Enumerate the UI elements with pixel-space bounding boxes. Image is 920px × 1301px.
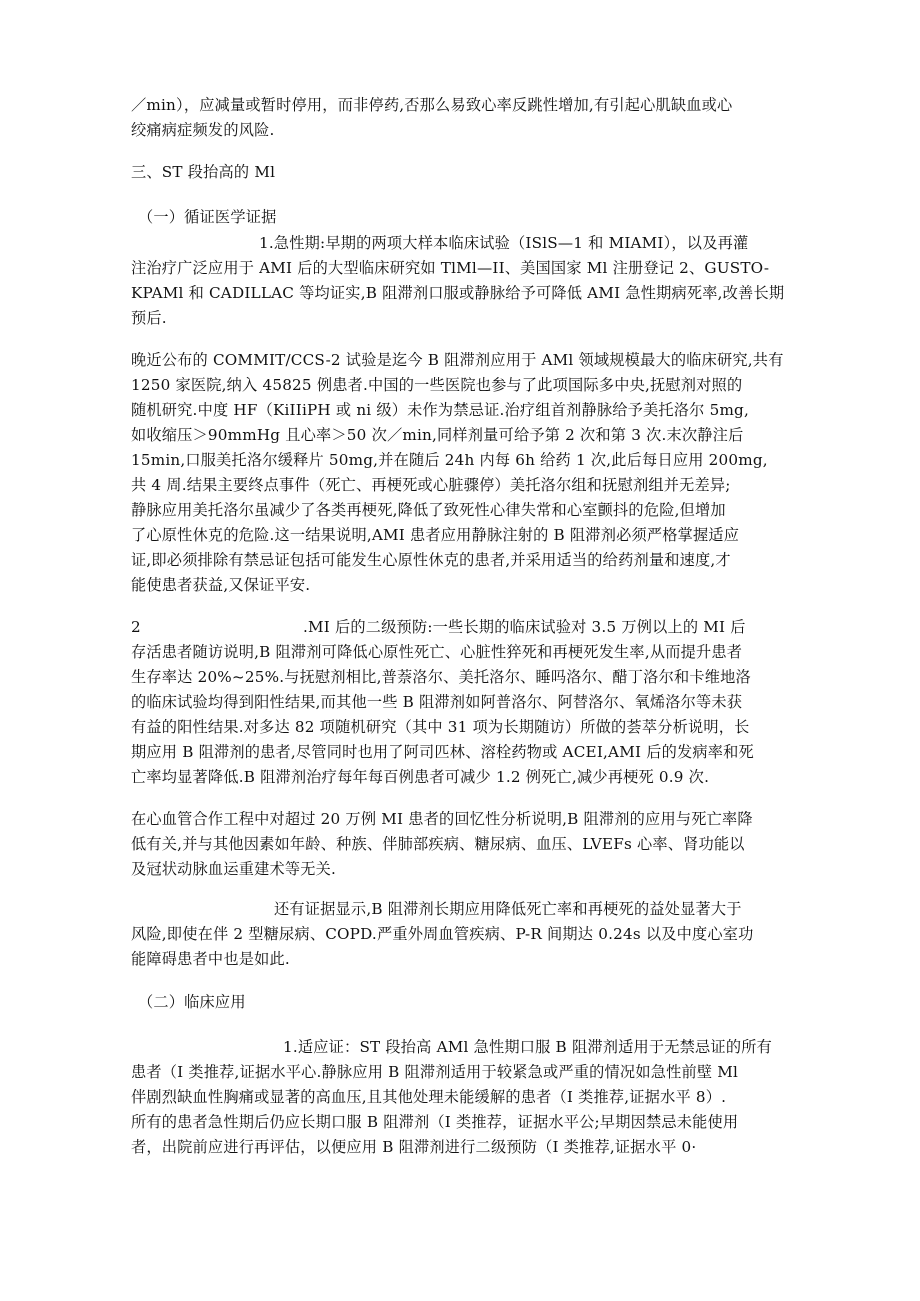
text-line: 风险,即使在伴 2 型糖尿病、COPD.严重外周血管疾病、P-R 间期达 0.24s 以及中度心室功 <box>131 925 754 943</box>
text-line: 患者（I 类推荐,证据水平心.静脉应用 B 阻滞剂适用于较紧急或严重的情况如急性前壁 Ml <box>131 1063 739 1081</box>
text-line: 共 4 周.结果主要终点事件（死亡、再梗死或心脏骤停）美托洛尔组和抚慰剂组并无差异; <box>131 476 731 494</box>
text-line: .MI 后的二级预防:一些长期的临床试验对 3.5 万例以上的 MI 后 <box>303 618 746 636</box>
text-line: 15min,口服美托洛尔缓释片 50mg,并在随后 24h 内每 6h 给药 1 次,此后每日应用 200mg, <box>131 451 768 469</box>
text-line: 亡率均显著降低.B 阻滞剂治疗每年每百例患者可减少 1.2 例死亡,减少再梗死 0.9 次. <box>131 768 710 786</box>
subsection-heading: （二）临床应用 <box>138 993 246 1011</box>
text-line: ／min），应减量或暂时停用，而非停药,否那么易致心率反跳性增加,有引起心肌缺血或心 <box>131 96 733 114</box>
text-line: 1.适应证：ST 段抬高 AMl 急性期口服 B 阻滞剂适用于无禁忌证的所有 <box>283 1038 772 1056</box>
text-line: 如收缩压＞90mmHg 且心率＞50 次／min,同样剂量可给予第 2 次和第 3 次.末次静注后 <box>131 426 744 444</box>
text-line: 伴剧烈缺血性胸痛或显著的高血压,且其他处理未能缓解的患者（I 类推荐,证据水平 8）. <box>131 1088 727 1106</box>
text-line: 有益的阳性结果.对多达 82 项随机研究（其中 31 项为长期随访）所做的荟萃分析说明，长 <box>131 718 750 736</box>
text-line: 及冠状动脉血运重建术等无关. <box>131 860 337 878</box>
text-line: 注治疗广泛应用于 AMI 后的大型临床研究如 TlMl—II、美国国家 Ml 注册登记 2、GUSTO- <box>131 259 770 277</box>
text-line: 低有关,并与其他因素如年龄、种族、伴肺部疾病、糖尿病、血压、LVEFs 心率、肾功能以 <box>131 835 745 853</box>
text-line: 所有的患者急性期后仍应长期口服 B 阻滞剂（I 类推荐，证据水平公;早期因禁忌未能使用 <box>131 1113 739 1131</box>
text-line: 能障碍患者中也是如此. <box>131 950 290 968</box>
text-line: 者，出院前应进行再评估，以便应用 B 阻滞剂进行二级预防（I 类推荐,证据水平 0· <box>131 1138 697 1156</box>
text-line: 能使患者获益,又保证平安. <box>131 576 311 594</box>
text-line: 晚近公布的 COMMIT/CCS-2 试验是迄今 B 阻滞剂应用于 AMl 领域规模最大的临床研究,共有 <box>131 351 784 369</box>
subsection-heading: （一）循证医学证据 <box>138 208 277 226</box>
text-line: KPAMl 和 CADILLAC 等均证实,B 阻滞剂口服或静脉给予可降低 AMI 急性期病死率,改善长期 <box>131 284 785 302</box>
text-line: 证,即必须排除有禁忌证包括可能发生心原性休克的患者,并采用适当的给药剂量和速度,才 <box>131 551 731 569</box>
text-line: 1.急性期:早期的两项大样本临床试验（ISlS—1 和 MIAMI），以及再灌 <box>259 234 749 252</box>
list-number: 2 <box>131 618 141 636</box>
text-line: 1250 家医院,纳入 45825 例患者.中国的一些医院也参与了此项国际多中央,抚慰剂对照的 <box>131 376 743 394</box>
text-line: 存活患者随访说明,B 阻滞剂可降低心原性死亡、心脏性猝死和再梗死发生率,从而提升患者 <box>131 643 743 661</box>
text-line: 了心原性休克的危险.这一结果说明,AMI 患者应用静脉注射的 B 阻滞剂必须严格掌握适应 <box>131 526 740 544</box>
text-line: 静脉应用美托洛尔虽减少了各类再梗死,降低了致死性心律失常和心室颤抖的危险,但增加 <box>131 501 726 519</box>
text-line: 期应用 B 阻滞剂的患者,尽管同时也用了阿司匹林、溶栓药物或 ACEI,AMI 后的发病率和死 <box>131 743 754 761</box>
text-line: 绞痛病症频发的风险. <box>131 121 275 139</box>
text-line: 的临床试验均得到阳性结果,而其他一些 B 阻滞剂如阿普洛尔、阿替洛尔、氧烯洛尔等未获 <box>131 693 743 711</box>
text-line: 还有证据显示,B 阻滞剂长期应用降低死亡率和再梗死的益处显著大于 <box>274 900 742 918</box>
section-heading: 三、ST 段抬高的 Ml <box>131 163 276 181</box>
text-line: 在心血管合作工程中对超过 20 万例 MI 患者的回忆性分析说明,B 阻滞剂的应用与死亡率降 <box>131 810 753 828</box>
text-line: 生存率达 20%~25%.与抚慰剂相比,普萘洛尔、美托洛尔、睡吗洛尔、醋丁洛尔和卡维地洛 <box>131 668 751 686</box>
text-line: 预后. <box>131 309 167 327</box>
text-line: 随机研究.中度 HF（KiIIiPH 或 ni 级）未作为禁忌证.治疗组首剂静脉给予美托洛尔 5mg, <box>131 401 749 419</box>
